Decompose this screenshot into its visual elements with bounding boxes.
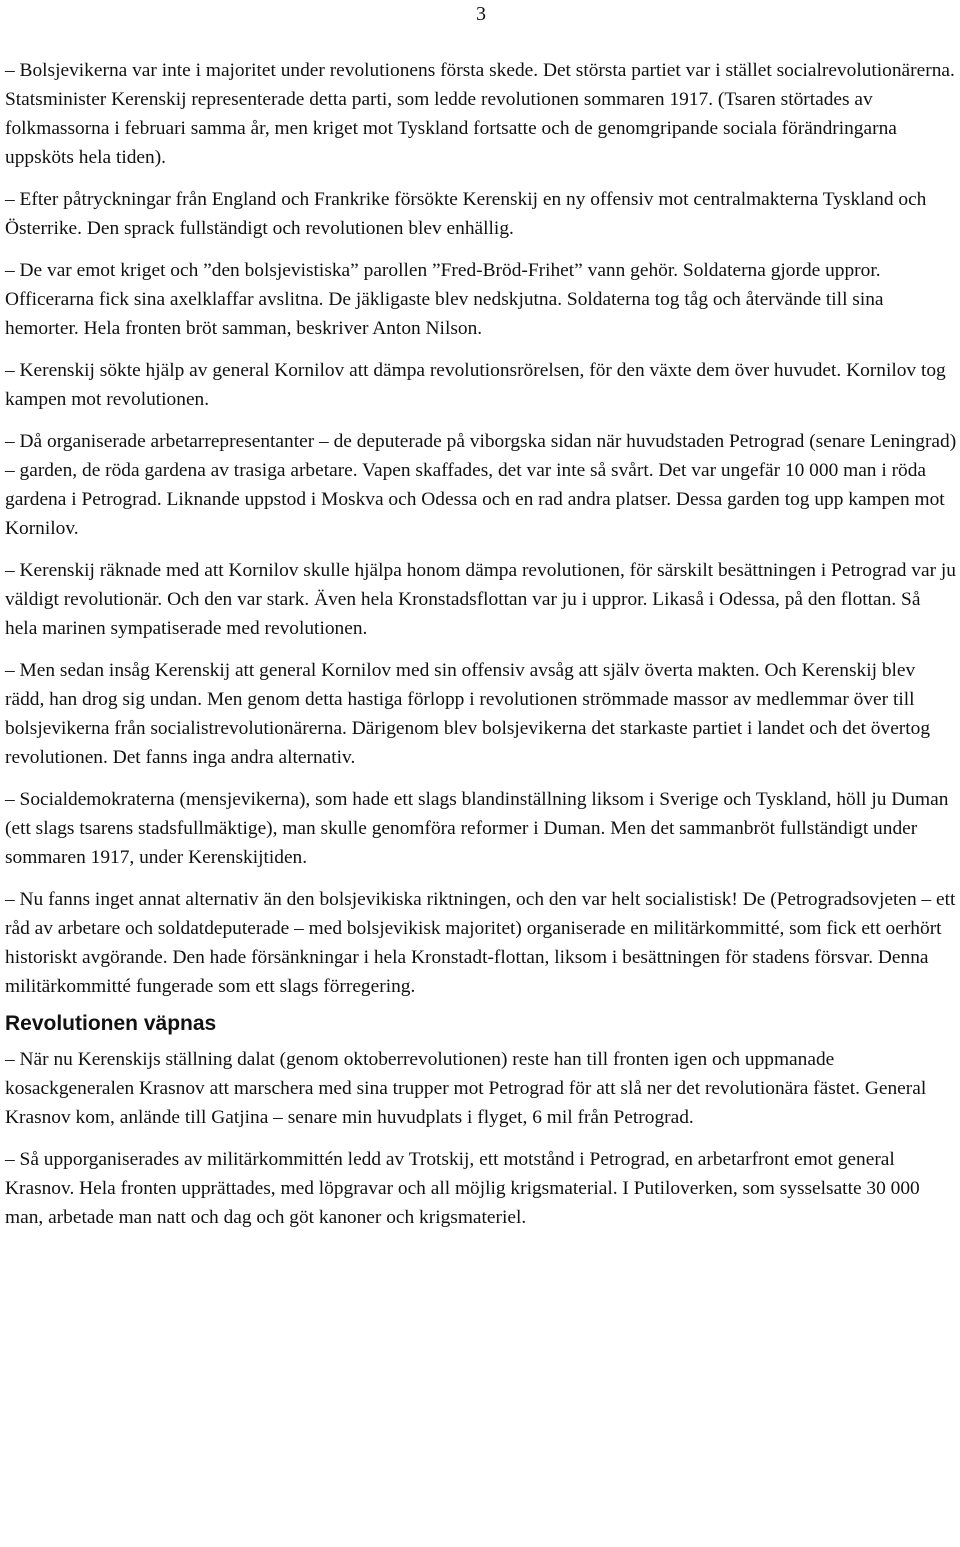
section-paragraph-1: – När nu Kerenskijs ställning dalat (genom oktoberrevolutionen) reste han till fronten igen och uppmanade kosackgeneralen Krasnov att marschera med sina trupper mot Petrograd för att slå ner det revolutionära fästet. General Krasnov kom, anlände till Gatjina – senare min huvudplats i flyget, 6 mil från Petrograd. [5,1049,927,1128]
paragraph-6: – Kerenskij räknade med att Kornilov skulle hjälpa honom dämpa revolutionen, för särskilt besättningen i Petrograd var ju väldigt revolutionär. Och den var stark. Även hela Kronstadsflottan var ju i uppror. Likaså i Odessa, på den flottan. Så hela marinen sympatiserade med revolutionen. [5,560,956,639]
paragraph-5: – Då organiserade arbetarrepresentanter – de deputerade på viborgska sidan när huvudstaden Petrograd (senare Leningrad) – garden, de röda gardena av trasiga arbetare. Vapen skaffades, det var inte så svårt. Det var ungefär 10 000 man i röda gardena i Petrograd. Liknande uppstod i Moskva och Odessa och en rad andra platser. Dessa garden tog upp kampen mot Kornilov. [5,431,957,539]
paragraph-9: – Nu fanns inget annat alternativ än den bolsjevikiska riktningen, och den var helt socialistisk! De (Petrogradsovjeten – ett råd av arbetare och soldatdeputerade – med bolsjevikisk majoritet) organiserade en militärkommitté, som fick ett oerhört historiskt avgörande. Den hade försänkningar i hela Kronstadt-flottan, liksom i besättningen för stadens försvar. Denna militärkommitté fungerade som ett slags förregering. [5,889,956,997]
paragraph-3: – De var emot kriget och ”den bolsjevistiska” parollen ”Fred-Bröd-Frihet” vann gehör. Soldaterna gjorde uppror. Officerarna fick sina axelklaffar avslitna. De jäkligaste blev nedskjutna. Soldaterna tog tåg och återvände till sina hemorter. Hela fronten bröt samman, beskriver Anton Nilson. [5,260,884,339]
paragraph-4: – Kerenskij sökte hjälp av general Kornilov att dämpa revolutionsrörelsen, för den växte dem över huvudet. Kornilov tog kampen mot revolutionen. [5,360,946,410]
page-number: 3 [476,3,486,25]
paragraph-8: – Socialdemokraterna (mensjevikerna), som hade ett slags blandinställning liksom i Sverige och Tyskland, höll ju Duman (ett slags tsarens stadsfullmäktige), man skulle genomföra reformer i Duman. Men det sammanbröt fullständigt under sommaren 1917, under Kerenskijtiden. [5,789,949,868]
paragraph-7: – Men sedan insåg Kerenskij att general Kornilov med sin offensiv avsåg att själv överta makten. Och Kerenskij blev rädd, han drog sig undan. Men genom detta hastiga förlopp i revolutionen strömmade massor av medlemmar över till bolsjevikerna från socialistrevolutionärerna. Därigenom blev bolsjevikerna det starkaste partiet i landet och det övertog revolutionen. Det fanns inga andra alternativ. [5,660,931,768]
section-heading: Revolutionen väpnas [5,1012,217,1035]
section-paragraph-2: – Så upporganiserades av militärkommittén ledd av Trotskij, ett motstånd i Petrograd, en arbetarfront emot general Krasnov. Hela fronten upprättades, med löpgravar och all möjlig krigsmaterial. I Putiloverken, som sysselsatte 30 000 man, arbetade man natt och dag och göt kanoner och krigsmateriel. [5,1149,920,1228]
paragraph-2: – Efter påtryckningar från England och Frankrike försökte Kerenskij en ny offensiv mot centralmakterna Tyskland och Österrike. Den sprack fullständigt och revolutionen blev enhällig. [5,189,927,239]
paragraph-1: – Bolsjevikerna var inte i majoritet under revolutionens första skede. Det största partiet var i stället socialrevolutionärerna. Statsminister Kerenskij representerade detta parti, som ledde revolutionen sommaren 1917. (Tsaren störtades av folkmassorna i februari samma år, men kriget mot Tyskland fortsatte och de genomgripande sociala förändringarna uppsköts hela tiden). [5,60,955,168]
document-body [5,56,957,1232]
